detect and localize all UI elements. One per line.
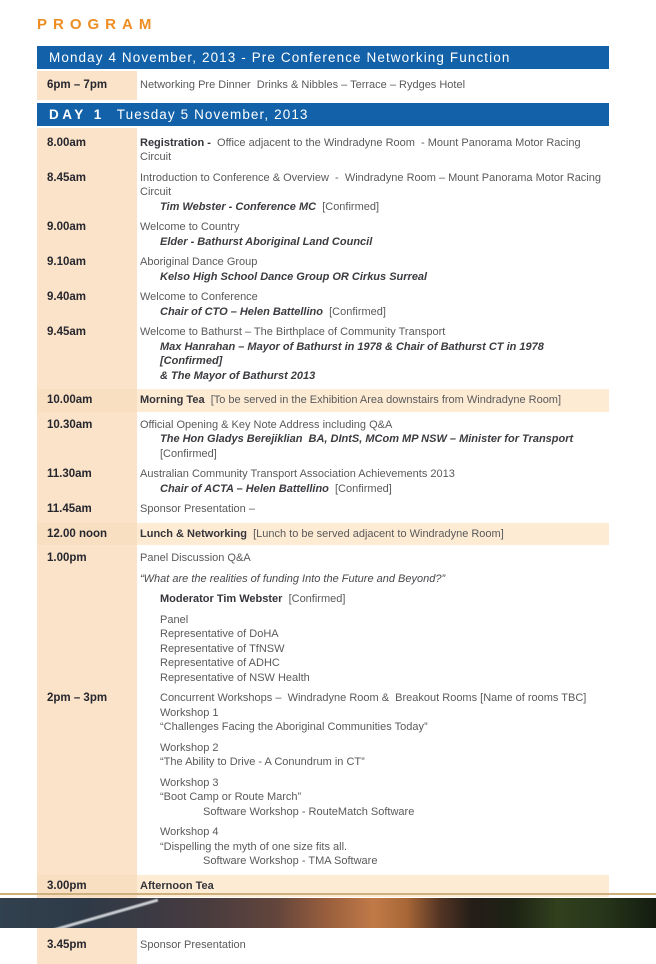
text-segment: Chair of ACTA – Helen Battellino	[160, 482, 329, 495]
text-segment: Welcome to Bathurst – The Birthplace of Community Transport	[140, 326, 446, 338]
time-label: 3.00pm	[47, 879, 87, 892]
text-segment: Software Workshop - RouteMatch Software	[203, 805, 415, 818]
schedule-line	[140, 418, 609, 433]
schedule-line	[140, 220, 609, 235]
time-label: 6pm – 7pm	[37, 71, 137, 100]
time-label: 9.10am	[47, 256, 87, 268]
schedule-line	[140, 879, 609, 894]
text-segment: Afternoon Tea	[140, 879, 214, 892]
schedule-line	[160, 592, 609, 607]
schedule-line	[160, 840, 609, 855]
text-segment: Panel Discussion Q&A	[140, 552, 251, 564]
text-segment: “Dispelling the myth of one size fits all.	[160, 840, 348, 853]
text-segment: Panel	[160, 613, 189, 626]
text-segment: [Confirmed]	[316, 200, 380, 213]
time-label: 1.00pm	[47, 552, 87, 564]
text-segment: Introduction to Conference & Overview - Windradyne Room – Mount Panorama Motor Racing Circuit	[140, 171, 605, 198]
schedule-line	[160, 340, 609, 369]
text-segment: Office adjacent to the Windradyne Room - Mount Panorama Motor Racing Circuit	[140, 136, 584, 163]
row-content	[137, 418, 609, 462]
road-photo	[0, 898, 656, 928]
text-segment: [Confirmed]	[323, 305, 386, 318]
schedule-line	[140, 502, 609, 517]
schedule-row	[37, 168, 609, 218]
row-content	[137, 938, 609, 953]
schedule-row-highlight	[37, 389, 609, 412]
text-segment: Chair of CTO – Helen Battellino	[160, 305, 323, 318]
row-content	[137, 393, 609, 408]
text-segment: Workshop 1	[160, 706, 219, 719]
schedule-row	[37, 935, 609, 956]
text-segment: Elder - Bathurst Aboriginal Land Council	[160, 235, 373, 248]
schedule-line	[160, 776, 609, 791]
schedule-line	[160, 369, 609, 384]
schedule-line	[160, 613, 609, 628]
time-label: 12.00 noon	[47, 527, 108, 540]
schedule-row	[37, 499, 609, 520]
schedule-line	[160, 305, 609, 320]
text-segment: Representative of NSW Health	[160, 671, 310, 684]
schedule-row	[37, 252, 609, 287]
schedule-line	[160, 627, 609, 642]
schedule-line	[203, 805, 609, 820]
time-label: 3.45pm	[47, 939, 87, 951]
schedule-row	[37, 71, 609, 100]
time-label: 10.00am	[47, 394, 93, 406]
schedule-line	[140, 572, 609, 587]
text-segment: [Confirmed]	[328, 482, 392, 495]
text-segment: Networking Pre Dinner Drinks & Nibbles – Terrace – Rydges Hotel	[140, 79, 466, 91]
text-segment: Lunch & Networking	[140, 527, 247, 540]
page-title: PROGRAM	[37, 16, 158, 33]
text-segment: Representative of ADHC	[160, 657, 280, 669]
time-label: 11.45am	[47, 503, 92, 515]
text-segment: The Hon Gladys Berejiklian BA, DIntS, MCom MP NSW – Minister for Transport	[160, 433, 574, 445]
text-segment: Software Workshop - TMA Software	[203, 855, 378, 867]
row-content	[137, 171, 609, 215]
text-segment: Sponsor Presentation	[140, 939, 246, 951]
text-segment: Morning Tea	[140, 394, 205, 406]
schedule-line	[160, 642, 609, 657]
time-label: 11.30am	[47, 468, 92, 480]
schedule-line	[160, 825, 609, 840]
schedule-line	[160, 482, 609, 497]
row-content	[137, 290, 609, 319]
schedule-line	[160, 432, 609, 461]
schedule-row	[37, 548, 609, 688]
text-segment: Welcome to Conference	[140, 291, 258, 303]
text-segment: Workshop 4	[160, 826, 219, 838]
row-content	[137, 691, 609, 869]
schedule-row	[37, 464, 609, 499]
schedule-line	[160, 235, 609, 250]
schedule-line	[140, 171, 609, 200]
row-content	[137, 255, 609, 284]
schedule-line	[140, 136, 609, 165]
road-marking	[50, 899, 158, 928]
schedule-line	[160, 270, 609, 285]
schedule-line	[140, 78, 609, 93]
day1-label: DAY 1	[49, 106, 105, 122]
schedule-line	[160, 691, 609, 706]
row-content	[137, 325, 609, 383]
row-content	[137, 136, 609, 165]
text-segment: Tim Webster - Conference MC	[160, 200, 317, 213]
schedule-line	[140, 527, 609, 542]
schedule-line	[203, 854, 609, 869]
page-footer	[0, 893, 656, 928]
schedule-line	[160, 656, 609, 671]
row-content	[137, 71, 609, 100]
text-segment: Sponsor Presentation –	[140, 503, 255, 515]
time-label: 8.45am	[47, 171, 87, 184]
text-segment: Registration -	[140, 136, 214, 149]
text-segment: “Boot Camp or Route March”	[160, 791, 302, 803]
day1-banner-text: Tuesday 5 November, 2013	[116, 106, 309, 122]
schedule-line	[160, 720, 609, 735]
schedule-line	[160, 671, 609, 686]
day1-schedule	[37, 128, 609, 964]
monday-banner-text: Monday 4 November, 2013 - Pre Conference Networking Function	[49, 50, 511, 65]
schedule-row	[37, 688, 609, 872]
schedule-row	[37, 415, 609, 465]
row-content	[137, 502, 609, 517]
time-label: 8.00am	[47, 136, 87, 149]
schedule-line	[160, 200, 609, 215]
time-label: 2pm – 3pm	[47, 692, 108, 704]
text-segment: “What are the realities of funding Into the Future and Beyond?”	[140, 572, 446, 585]
text-segment: & The Mayor of Bathurst 2013	[160, 369, 316, 382]
schedule-line	[140, 290, 609, 305]
text-segment: Representative of DoHA	[160, 628, 279, 640]
schedule-line	[140, 393, 609, 408]
gold-divider	[0, 893, 656, 895]
schedule-line	[140, 938, 609, 953]
schedule-line	[140, 467, 609, 482]
row-content	[137, 467, 609, 496]
text-segment: “Challenges Facing the Aboriginal Communities Today”	[160, 721, 428, 733]
text-segment: [To be served in the Exhibition Area downstairs from Windradyne Room]	[204, 394, 562, 406]
text-segment: Concurrent Workshops – Windradyne Room & Breakout Rooms [Name of rooms TBC]	[160, 692, 587, 704]
schedule-row-highlight	[37, 523, 609, 546]
row-content	[137, 527, 609, 542]
schedule-row	[37, 133, 609, 168]
text-segment: Representative of TfNSW	[160, 642, 285, 655]
text-segment: Aboriginal Dance Group	[140, 256, 258, 268]
monday-schedule	[37, 71, 609, 100]
text-segment: Workshop 2	[160, 741, 219, 754]
time-label: 9.00am	[47, 221, 87, 233]
text-segment: Official Opening & Key Note Address including Q&A	[140, 418, 393, 431]
time-label: 9.45am	[47, 326, 87, 338]
schedule-line	[160, 741, 609, 756]
text-segment: [Confirmed]	[160, 433, 580, 460]
schedule-line	[140, 255, 609, 270]
schedule-row	[37, 217, 609, 252]
text-segment: Welcome to Country	[140, 221, 240, 233]
text-segment: [Lunch to be served adjacent to Windradyne Room]	[246, 527, 504, 540]
day1-banner	[37, 103, 609, 126]
schedule-row	[37, 322, 609, 386]
schedule-line	[160, 790, 609, 805]
row-content	[137, 879, 609, 894]
time-label: 10.30am	[47, 418, 93, 431]
text-segment: “The Ability to Drive - A Conundrum in CT”	[160, 756, 365, 768]
schedule-line	[160, 755, 609, 770]
row-content	[137, 220, 609, 249]
schedule-row	[37, 287, 609, 322]
schedule-line	[140, 325, 609, 340]
monday-banner	[37, 46, 609, 69]
row-content	[137, 551, 609, 685]
schedule-line	[160, 706, 609, 721]
text-segment: [Confirmed]	[282, 593, 346, 605]
time-label: 9.40am	[47, 291, 87, 303]
text-segment: Max Hanrahan – Mayor of Bathurst in 1978 & Chair of Bathurst CT in 1978 [Confirmed]	[160, 340, 550, 367]
schedule-line	[140, 551, 609, 566]
text-segment: Workshop 3	[160, 776, 219, 789]
text-segment: Kelso High School Dance Group OR Cirkus Surreal	[160, 270, 428, 283]
text-segment: Australian Community Transport Association Achievements 2013	[140, 468, 455, 480]
text-segment: Moderator Tim Webster	[160, 593, 283, 605]
